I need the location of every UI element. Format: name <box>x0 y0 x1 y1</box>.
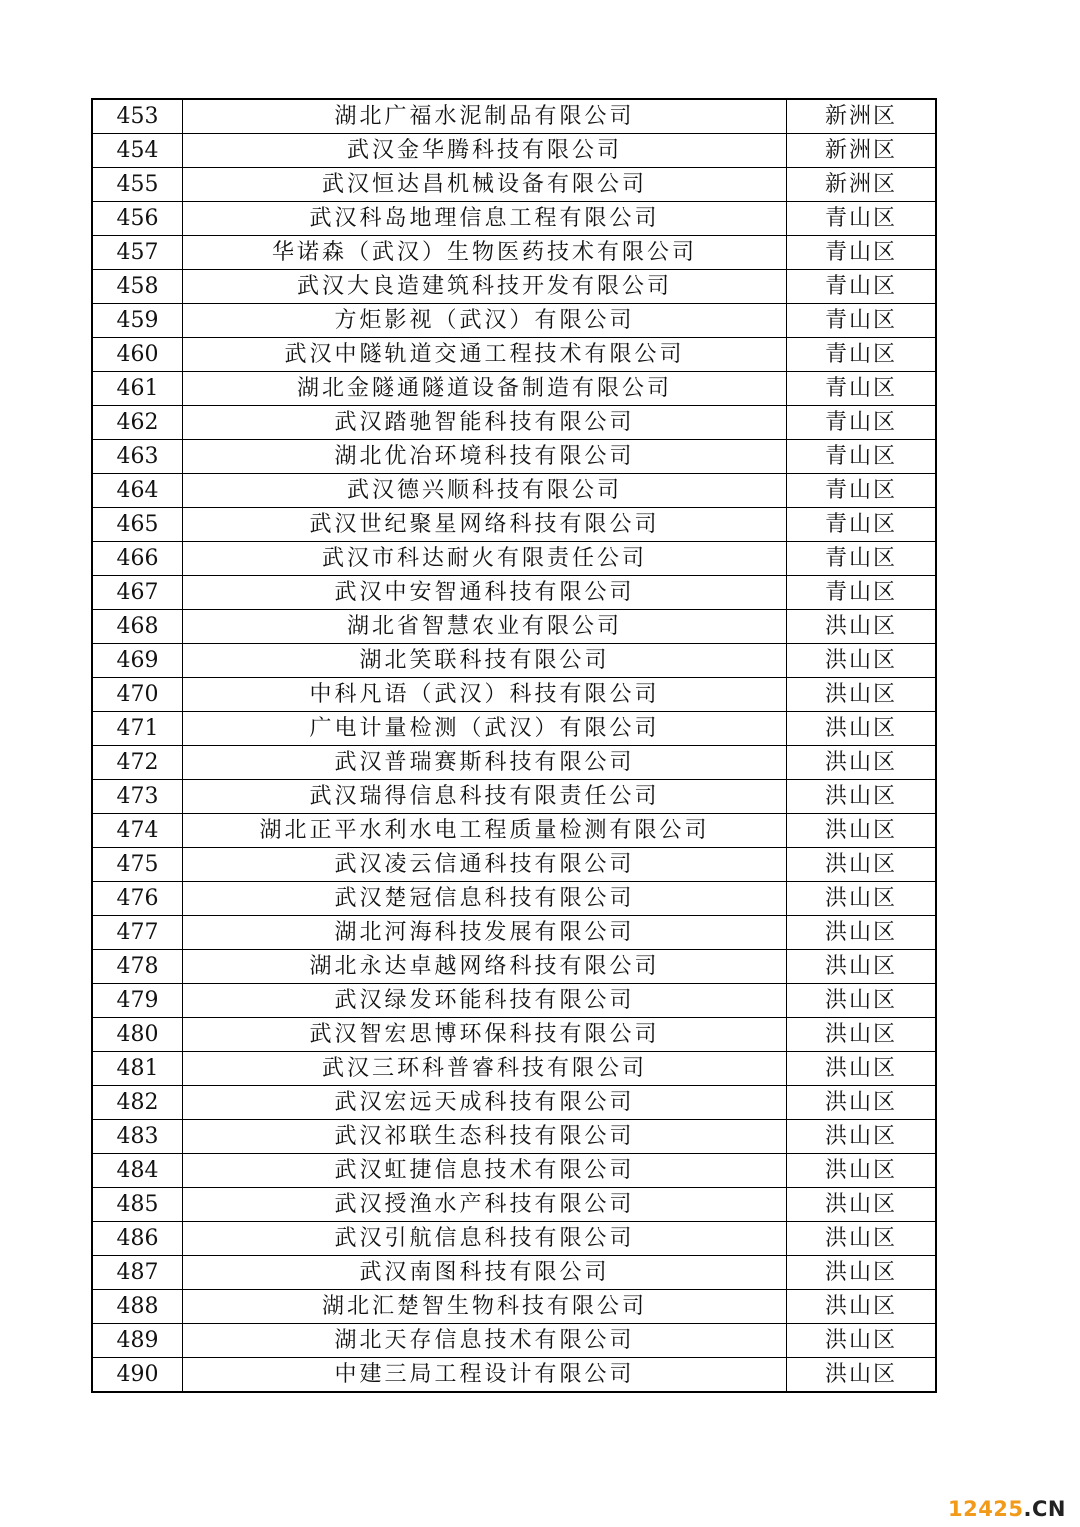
company-name-cell: 湖北优冶环境科技有限公司 <box>183 440 787 474</box>
table-row <box>92 1256 936 1290</box>
row-number-cell: 467 <box>92 576 183 610</box>
district-cell: 青山区 <box>787 372 937 406</box>
district-cell: 洪山区 <box>787 1290 937 1324</box>
table-row <box>92 644 936 678</box>
district-cell: 青山区 <box>787 406 937 440</box>
row-number-cell: 485 <box>92 1188 183 1222</box>
row-number-cell: 479 <box>92 984 183 1018</box>
table-row <box>92 882 936 916</box>
district-cell: 青山区 <box>787 542 937 576</box>
table-row <box>92 814 936 848</box>
district-cell: 新洲区 <box>787 99 937 134</box>
row-number-cell: 461 <box>92 372 183 406</box>
district-cell: 洪山区 <box>787 1120 937 1154</box>
table-row <box>92 168 936 202</box>
company-name-cell: 武汉虹捷信息技术有限公司 <box>183 1154 787 1188</box>
table-row <box>92 678 936 712</box>
row-number-cell: 463 <box>92 440 183 474</box>
district-cell: 洪山区 <box>787 1188 937 1222</box>
row-number-cell: 464 <box>92 474 183 508</box>
table-row <box>92 440 936 474</box>
table-row <box>92 848 936 882</box>
row-number-cell: 460 <box>92 338 183 372</box>
district-cell: 洪山区 <box>787 848 937 882</box>
company-name-cell: 武汉踏驰智能科技有限公司 <box>183 406 787 440</box>
row-number-cell: 469 <box>92 644 183 678</box>
row-number-cell: 462 <box>92 406 183 440</box>
district-cell: 青山区 <box>787 508 937 542</box>
table-row <box>92 542 936 576</box>
company-name-cell: 武汉德兴顺科技有限公司 <box>183 474 787 508</box>
district-cell: 洪山区 <box>787 644 937 678</box>
table-row <box>92 372 936 406</box>
row-number-cell: 474 <box>92 814 183 848</box>
row-number-cell: 483 <box>92 1120 183 1154</box>
district-cell: 青山区 <box>787 440 937 474</box>
company-name-cell: 武汉瑞得信息科技有限责任公司 <box>183 780 787 814</box>
company-name-cell: 武汉金华腾科技有限公司 <box>183 134 787 168</box>
district-cell: 青山区 <box>787 338 937 372</box>
row-number-cell: 466 <box>92 542 183 576</box>
table-row <box>92 1290 936 1324</box>
row-number-cell: 481 <box>92 1052 183 1086</box>
company-name-cell: 武汉恒达昌机械设备有限公司 <box>183 168 787 202</box>
table-row <box>92 134 936 168</box>
district-cell: 洪山区 <box>787 1154 937 1188</box>
company-name-cell: 武汉三环科普睿科技有限公司 <box>183 1052 787 1086</box>
row-number-cell: 458 <box>92 270 183 304</box>
row-number-cell: 489 <box>92 1324 183 1358</box>
row-number-cell: 456 <box>92 202 183 236</box>
district-cell: 洪山区 <box>787 1052 937 1086</box>
district-cell: 洪山区 <box>787 746 937 780</box>
company-name-cell: 华诺森（武汉）生物医药技术有限公司 <box>183 236 787 270</box>
table-row <box>92 1358 936 1393</box>
company-name-cell: 武汉中隧轨道交通工程技术有限公司 <box>183 338 787 372</box>
district-cell: 洪山区 <box>787 882 937 916</box>
company-name-cell: 武汉宏远天成科技有限公司 <box>183 1086 787 1120</box>
district-cell: 青山区 <box>787 304 937 338</box>
district-cell: 洪山区 <box>787 712 937 746</box>
site-watermark <box>948 1497 1066 1521</box>
company-name-cell: 武汉科岛地理信息工程有限公司 <box>183 202 787 236</box>
company-name-cell: 湖北笑联科技有限公司 <box>183 644 787 678</box>
company-name-cell: 湖北金隧通隧道设备制造有限公司 <box>183 372 787 406</box>
row-number-cell: 454 <box>92 134 183 168</box>
district-cell: 青山区 <box>787 576 937 610</box>
district-cell: 洪山区 <box>787 950 937 984</box>
company-name-cell: 中科凡语（武汉）科技有限公司 <box>183 678 787 712</box>
district-cell: 洪山区 <box>787 610 937 644</box>
company-name-cell: 武汉引航信息科技有限公司 <box>183 1222 787 1256</box>
row-number-cell: 487 <box>92 1256 183 1290</box>
table-row <box>92 610 936 644</box>
row-number-cell: 465 <box>92 508 183 542</box>
row-number-cell: 475 <box>92 848 183 882</box>
table-row <box>92 304 936 338</box>
table-row <box>92 338 936 372</box>
watermark-number: 12425 <box>947 1497 1024 1521</box>
table-row <box>92 1120 936 1154</box>
company-name-cell: 湖北省智慧农业有限公司 <box>183 610 787 644</box>
row-number-cell: 477 <box>92 916 183 950</box>
company-name-cell: 武汉市科达耐火有限责任公司 <box>183 542 787 576</box>
table-row <box>92 712 936 746</box>
row-number-cell: 459 <box>92 304 183 338</box>
district-cell: 洪山区 <box>787 678 937 712</box>
district-cell: 洪山区 <box>787 1324 937 1358</box>
company-name-cell: 武汉智宏思博环保科技有限公司 <box>183 1018 787 1052</box>
company-name-cell: 武汉凌云信通科技有限公司 <box>183 848 787 882</box>
table-row <box>92 916 936 950</box>
table-row <box>92 1086 936 1120</box>
row-number-cell: 488 <box>92 1290 183 1324</box>
row-number-cell: 471 <box>92 712 183 746</box>
table-row <box>92 1052 936 1086</box>
row-number-cell: 457 <box>92 236 183 270</box>
watermark-domain: .CN <box>1023 1497 1066 1521</box>
company-name-cell: 武汉祁联生态科技有限公司 <box>183 1120 787 1154</box>
table-row <box>92 1324 936 1358</box>
company-name-cell: 湖北天存信息技术有限公司 <box>183 1324 787 1358</box>
district-cell: 洪山区 <box>787 1358 937 1393</box>
company-name-cell: 武汉绿发环能科技有限公司 <box>183 984 787 1018</box>
table-row <box>92 1154 936 1188</box>
row-number-cell: 453 <box>92 99 183 134</box>
table-row <box>92 202 936 236</box>
table-row <box>92 474 936 508</box>
table-row <box>92 99 936 134</box>
table-row <box>92 746 936 780</box>
district-cell: 新洲区 <box>787 168 937 202</box>
district-cell: 洪山区 <box>787 984 937 1018</box>
district-cell: 青山区 <box>787 236 937 270</box>
table-row <box>92 406 936 440</box>
district-cell: 青山区 <box>787 474 937 508</box>
table-row <box>92 984 936 1018</box>
table-row <box>92 508 936 542</box>
row-number-cell: 455 <box>92 168 183 202</box>
row-number-cell: 482 <box>92 1086 183 1120</box>
district-cell: 洪山区 <box>787 916 937 950</box>
company-name-cell: 武汉南图科技有限公司 <box>183 1256 787 1290</box>
company-name-cell: 武汉世纪聚星网络科技有限公司 <box>183 508 787 542</box>
table-row <box>92 1188 936 1222</box>
row-number-cell: 490 <box>92 1358 183 1393</box>
table-row <box>92 950 936 984</box>
district-cell: 洪山区 <box>787 780 937 814</box>
company-name-cell: 武汉中安智通科技有限公司 <box>183 576 787 610</box>
row-number-cell: 480 <box>92 1018 183 1052</box>
company-name-cell: 武汉楚冠信息科技有限公司 <box>183 882 787 916</box>
table-row <box>92 1018 936 1052</box>
row-number-cell: 468 <box>92 610 183 644</box>
row-number-cell: 476 <box>92 882 183 916</box>
company-name-cell: 武汉普瑞赛斯科技有限公司 <box>183 746 787 780</box>
company-name-cell: 广电计量检测（武汉）有限公司 <box>183 712 787 746</box>
district-cell: 青山区 <box>787 270 937 304</box>
table-row <box>92 270 936 304</box>
company-name-cell: 湖北汇楚智生物科技有限公司 <box>183 1290 787 1324</box>
company-name-cell: 方炬影视（武汉）有限公司 <box>183 304 787 338</box>
district-cell: 洪山区 <box>787 1086 937 1120</box>
row-number-cell: 470 <box>92 678 183 712</box>
company-name-cell: 湖北永达卓越网络科技有限公司 <box>183 950 787 984</box>
table-row <box>92 1222 936 1256</box>
district-cell: 洪山区 <box>787 814 937 848</box>
company-name-cell: 湖北广福水泥制品有限公司 <box>183 99 787 134</box>
table-row <box>92 236 936 270</box>
company-name-cell: 湖北正平水利水电工程质量检测有限公司 <box>183 814 787 848</box>
row-number-cell: 478 <box>92 950 183 984</box>
company-name-cell: 中建三局工程设计有限公司 <box>183 1358 787 1393</box>
row-number-cell: 484 <box>92 1154 183 1188</box>
row-number-cell: 486 <box>92 1222 183 1256</box>
company-name-cell: 湖北河海科技发展有限公司 <box>183 916 787 950</box>
district-cell: 青山区 <box>787 202 937 236</box>
table-body <box>92 99 936 1392</box>
table-row <box>92 576 936 610</box>
district-cell: 洪山区 <box>787 1256 937 1290</box>
company-name-cell: 武汉授渔水产科技有限公司 <box>183 1188 787 1222</box>
district-cell: 洪山区 <box>787 1222 937 1256</box>
row-number-cell: 473 <box>92 780 183 814</box>
company-list-table <box>91 98 937 1393</box>
district-cell: 新洲区 <box>787 134 937 168</box>
table-row <box>92 780 936 814</box>
company-name-cell: 武汉大良造建筑科技开发有限公司 <box>183 270 787 304</box>
row-number-cell: 472 <box>92 746 183 780</box>
district-cell: 洪山区 <box>787 1018 937 1052</box>
